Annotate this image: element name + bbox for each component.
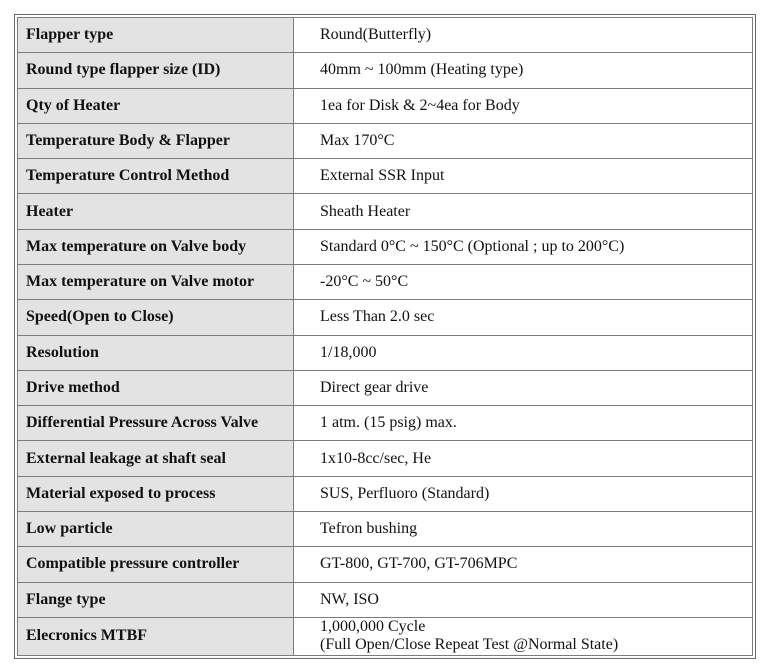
spec-value (294, 194, 753, 229)
spec-value (294, 159, 753, 194)
spec-value-line: 1ea for Disk & 2~4ea for Body (320, 96, 520, 114)
spec-value-line: 40mm ~ 100mm (Heating type) (320, 61, 524, 79)
spec-value (294, 511, 753, 546)
table-row (18, 582, 753, 617)
spec-value (294, 406, 753, 441)
spec-value-line: External SSR Input (320, 167, 445, 185)
spec-value-line: -20°C ~ 50°C (320, 273, 409, 291)
table-row (18, 441, 753, 476)
spec-label: Drive method (18, 370, 294, 405)
spec-value-line: 1,000,000 Cycle (320, 618, 426, 636)
spec-value (294, 53, 753, 88)
spec-label: Low particle (18, 511, 294, 546)
spec-label: Resolution (18, 335, 294, 370)
spec-value (294, 264, 753, 299)
table-row (18, 406, 753, 441)
spec-label: Elecronics MTBF (18, 617, 294, 655)
table-row (18, 159, 753, 194)
spec-label: Material exposed to process (18, 476, 294, 511)
spec-value (294, 88, 753, 123)
spec-value-line: Round(Butterfly) (320, 26, 432, 44)
table-row (18, 229, 753, 264)
spec-value (294, 335, 753, 370)
spec-label: External leakage at shaft seal (18, 441, 294, 476)
spec-value-line: 1/18,000 (320, 343, 377, 361)
spec-value-line: Direct gear drive (320, 378, 429, 396)
spec-label: Max temperature on Valve body (18, 229, 294, 264)
spec-value (294, 617, 753, 655)
table-row (18, 194, 753, 229)
spec-value-line: (Full Open/Close Repeat Test @Normal State) (320, 636, 619, 654)
spec-value (294, 18, 753, 53)
table-row (18, 335, 753, 370)
spec-value (294, 547, 753, 582)
spec-value-line: GT-800, GT-700, GT-706MPC (320, 555, 518, 573)
spec-label: Temperature Body & Flapper (18, 123, 294, 158)
table-row (18, 53, 753, 88)
spec-value-line: SUS, Perfluoro (Standard) (320, 484, 490, 502)
spec-label: Flange type (18, 582, 294, 617)
spec-label: Heater (18, 194, 294, 229)
spec-value (294, 441, 753, 476)
spec-label: Temperature Control Method (18, 159, 294, 194)
spec-table-frame (14, 14, 756, 659)
spec-value-line: Tefron bushing (320, 520, 418, 538)
table-row (18, 617, 753, 655)
spec-label: Speed(Open to Close) (18, 300, 294, 335)
spec-table-body (18, 18, 753, 656)
table-row (18, 88, 753, 123)
spec-label: Max temperature on Valve motor (18, 264, 294, 299)
spec-value-line: Standard 0°C ~ 150°C (Optional ; up to 200°C) (320, 237, 625, 255)
spec-label: Flapper type (18, 18, 294, 53)
spec-value (294, 476, 753, 511)
spec-value (294, 123, 753, 158)
spec-label: Qty of Heater (18, 88, 294, 123)
spec-label: Round type flapper size (ID) (18, 53, 294, 88)
table-row (18, 370, 753, 405)
spec-value (294, 229, 753, 264)
table-row (18, 511, 753, 546)
spec-value-line: 1 atm. (15 psig) max. (320, 414, 457, 432)
table-row (18, 476, 753, 511)
spec-value-line: Max 170°C (320, 131, 395, 149)
table-row (18, 18, 753, 53)
spec-value (294, 582, 753, 617)
spec-value (294, 370, 753, 405)
table-row (18, 547, 753, 582)
spec-value (294, 300, 753, 335)
spec-value-line: 1x10-8cc/sec, He (320, 449, 432, 467)
spec-value-line: Sheath Heater (320, 202, 411, 220)
table-row (18, 123, 753, 158)
table-row (18, 264, 753, 299)
spec-label: Compatible pressure controller (18, 547, 294, 582)
table-row (18, 300, 753, 335)
spec-table (17, 17, 753, 656)
spec-value-line: NW, ISO (320, 590, 379, 608)
spec-label: Differential Pressure Across Valve (18, 406, 294, 441)
spec-value-line: Less Than 2.0 sec (320, 308, 435, 326)
